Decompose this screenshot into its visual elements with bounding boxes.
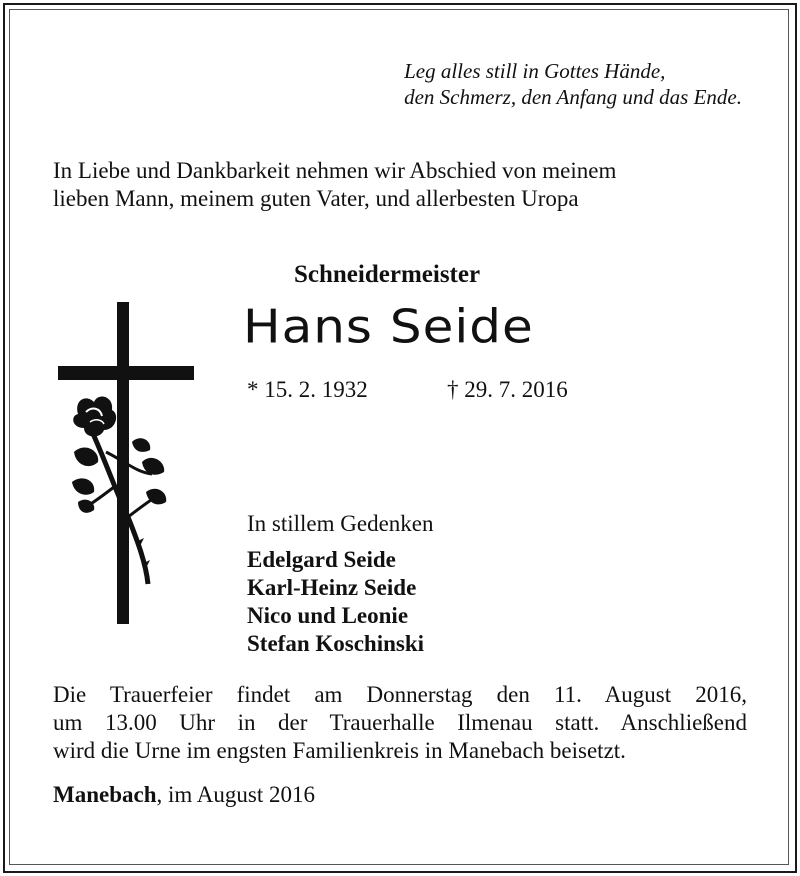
ceremony-info	[53, 681, 747, 765]
profession: Schneidermeister	[294, 261, 481, 288]
mourning-heading: In stillem Gedenken	[247, 511, 434, 536]
intro-line-2: lieben Mann, meinem guten Vater, und allerbesten Uropa	[53, 186, 579, 211]
place-date	[53, 782, 315, 808]
place-town: Manebach	[53, 782, 157, 807]
life-dates	[247, 377, 568, 403]
deceased-name: Hans Seide	[243, 300, 534, 354]
motto-line-1: Leg alles still in Gottes Hände,	[404, 59, 666, 83]
intro-text	[53, 157, 753, 213]
ceremony-line-2: um 13.00 Uhr in der Trauerhalle Ilmenau statt. Anschließend	[53, 710, 747, 735]
death-date: † 29. 7. 2016	[447, 377, 568, 402]
mourner-name: Nico und Leonie	[247, 603, 409, 628]
intro-line-1: In Liebe und Dankbarkeit nehmen wir Abschied von meinem	[53, 158, 617, 183]
ceremony-line-3: wird die Urne im engsten Familienkreis in Manebach beisetzt.	[53, 738, 626, 763]
mourner-name: Stefan Koschinski	[247, 631, 425, 656]
cross-with-rose-icon	[56, 302, 196, 626]
motto-line-2: den Schmerz, den Anfang und das Ende.	[404, 85, 742, 109]
ceremony-line-1: Die Trauerfeier findet am Donnerstag den 11. August 2016,	[53, 682, 747, 707]
mourner-list	[247, 546, 424, 658]
motto	[404, 58, 742, 110]
mourner-name: Edelgard Seide	[247, 547, 396, 572]
place-date-text: , im August 2016	[156, 782, 315, 807]
birth-date: * 15. 2. 1932	[247, 377, 368, 402]
mourner-name: Karl-Heinz Seide	[247, 575, 417, 600]
